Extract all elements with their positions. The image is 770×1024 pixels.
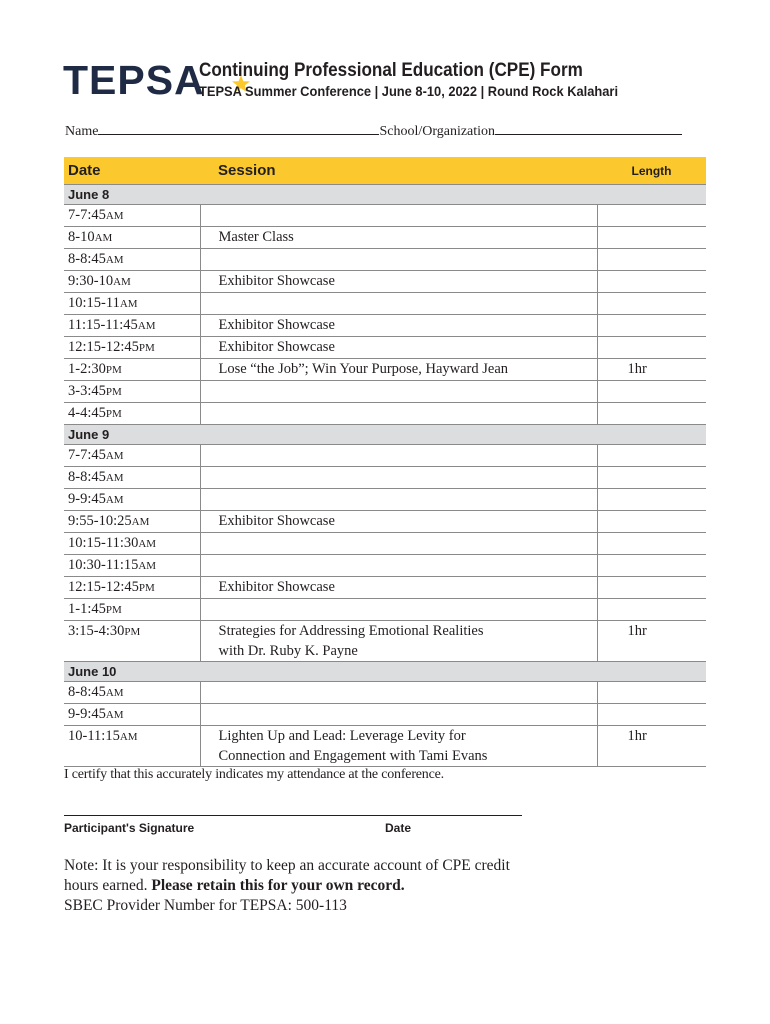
day-length-cell [597,425,706,445]
session-cell[interactable] [200,621,597,662]
time-text: 4-4:45 [68,405,106,421]
ampm-text: AM [105,450,124,462]
ampm-text: PM [124,626,141,638]
length-header: Length [597,157,706,185]
note-line-2-text: hours earned. [64,877,152,894]
note-line-3: SBEC Provider Number for TEPSA: 500-113 [64,897,347,914]
time-cell [64,381,200,403]
session-text: Exhibitor Showcase [218,579,335,595]
table-row [64,533,706,555]
time-text: 9-9:45 [68,706,106,722]
time-cell [64,533,200,555]
time-cell [64,227,200,249]
ampm-text: AM [105,254,124,266]
length-cell[interactable] [597,704,706,726]
day-label: June 9 [64,425,200,445]
ampm-text: PM [105,386,122,398]
table-row [64,599,706,621]
session-cell[interactable] [200,555,597,577]
session-text: Lose “the Job”; Win Your Purpose, Hayward Jean [218,361,509,377]
length-cell[interactable] [597,445,706,467]
ampm-text: AM [105,687,124,699]
ampm-text: AM [105,472,124,484]
ampm-text: PM [138,582,155,594]
length-cell[interactable] [597,227,706,249]
time-text: 11:15-11:45 [68,317,138,333]
time-text: 10-11:15 [68,728,120,744]
table-row [64,621,706,662]
session-cell[interactable] [200,205,597,227]
day-label: June 8 [64,185,200,205]
table-row [64,704,706,726]
session-cell[interactable] [200,704,597,726]
time-text: 8-8:45 [68,251,106,267]
time-cell [64,205,200,227]
signature-line[interactable] [64,815,522,816]
session-cell[interactable] [200,489,597,511]
time-cell [64,249,200,271]
table-row [64,227,706,249]
session-cell[interactable] [200,533,597,555]
length-cell[interactable] [597,555,706,577]
session-text: Lighten Up and Lead: Leverage Levity for [218,728,466,744]
length-cell[interactable] [597,577,706,599]
session-cell[interactable] [200,271,597,293]
time-cell [64,511,200,533]
day-session-cell [200,662,597,682]
session-cell[interactable] [200,403,597,425]
session-text: Exhibitor Showcase [218,513,335,529]
table-row [64,381,706,403]
ampm-text: AM [138,538,157,550]
table-row [64,467,706,489]
note-line-2 [64,876,624,896]
length-cell[interactable] [597,381,706,403]
time-cell [64,489,200,511]
session-cell[interactable] [200,511,597,533]
length-cell[interactable] [597,271,706,293]
ampm-text: AM [137,320,156,332]
time-text: 12:15-12:45 [68,339,139,355]
session-text-line2: Connection and Engagement with Tami Evans [218,748,488,764]
length-cell[interactable] [597,533,706,555]
time-text: 12:15-12:45 [68,579,139,595]
table-row [64,511,706,533]
length-cell[interactable]: 1hr [597,621,706,662]
session-cell[interactable] [200,249,597,271]
session-text: Strategies for Addressing Emotional Realities [218,623,484,639]
time-text: 7-7:45 [68,447,106,463]
date-label: Date [385,821,412,835]
logo-text: TEPSA [63,56,205,103]
length-cell[interactable] [597,293,706,315]
session-cell[interactable] [200,599,597,621]
day-length-cell [597,662,706,682]
table-row [64,555,706,577]
table-row [64,271,706,293]
session-cell[interactable] [200,445,597,467]
time-text: 9-9:45 [68,491,106,507]
length-cell[interactable]: 1hr [597,726,706,767]
ampm-text: PM [105,364,122,376]
table-row [64,403,706,425]
table-row [64,205,706,227]
table-row [64,249,706,271]
tepsa-logo [63,56,205,103]
note [64,856,624,916]
time-text: 9:30-10 [68,273,114,289]
name-label: Name [65,124,99,139]
session-cell[interactable] [200,577,597,599]
length-cell[interactable] [597,682,706,704]
time-cell [64,555,200,577]
time-text: 9:55-10:25 [68,513,132,529]
length-cell[interactable] [597,403,706,425]
length-cell[interactable] [597,205,706,227]
ampm-text: AM [113,276,131,288]
time-text: 1-1:45 [68,601,106,617]
length-cell[interactable] [597,599,706,621]
session-cell[interactable] [200,381,597,403]
table-row [64,337,706,359]
time-text: 10:15-11:30 [68,535,139,551]
length-cell[interactable] [597,511,706,533]
time-text: 3-3:45 [68,383,106,399]
session-text: Exhibitor Showcase [218,273,335,289]
ampm-text: AM [119,298,138,310]
table-row [64,445,706,467]
table-row [64,682,706,704]
ampm-text: AM [138,560,157,572]
time-cell [64,403,200,425]
time-text: 3:15-4:30 [68,623,125,639]
session-cell[interactable] [200,315,597,337]
form-title: Continuing Professional Education (CPE) Form [199,60,583,81]
session-cell[interactable] [200,726,597,767]
day-row [64,662,706,682]
day-row [64,185,706,205]
form-subtitle: TEPSA Summer Conference | June 8-10, 2022 | Round Rock Kalahari [199,83,619,99]
time-cell [64,337,200,359]
time-cell [64,359,200,381]
time-text: 8-8:45 [68,469,106,485]
day-row [64,425,706,445]
table-row [64,359,706,381]
session-text-line2: with Dr. Ruby K. Payne [218,643,358,659]
ampm-text: AM [105,709,124,721]
session-cell[interactable] [200,337,597,359]
time-cell [64,599,200,621]
session-cell[interactable] [200,227,597,249]
table-row [64,489,706,511]
time-cell [64,315,200,337]
school-label: School/Organization [379,124,496,139]
table-row [64,293,706,315]
name-field[interactable] [98,122,379,135]
time-text: 7-7:45 [68,207,106,223]
session-header: Session [200,157,597,185]
school-field[interactable] [495,122,682,135]
day-label: June 10 [64,662,200,682]
table-row [64,577,706,599]
table-row [64,726,706,767]
length-cell[interactable] [597,249,706,271]
note-retain-bold: Please retain this for your own record. [151,877,405,894]
time-text: 10:30-11:15 [68,557,139,573]
ampm-text: PM [105,604,122,616]
session-text: Exhibitor Showcase [218,339,335,355]
day-length-cell [597,185,706,205]
session-cell[interactable] [200,467,597,489]
note-line-1: Note: It is your responsibility to keep an accurate account of CPE credit [64,857,510,874]
length-cell[interactable] [597,467,706,489]
time-cell [64,577,200,599]
time-cell [64,682,200,704]
ampm-text: PM [105,408,122,420]
day-session-cell [200,185,597,205]
session-text: Exhibitor Showcase [218,317,335,333]
time-cell [64,293,200,315]
length-cell[interactable]: 1hr [597,359,706,381]
time-text: 10:15-11 [68,295,120,311]
name-row [65,122,682,140]
length-cell[interactable] [597,315,706,337]
participant-signature-label: Participant's Signature [64,821,195,835]
time-cell [64,726,200,767]
time-cell [64,704,200,726]
ampm-text: AM [105,210,124,222]
time-text: 8-10 [68,229,95,245]
table-row [64,315,706,337]
day-session-cell [200,425,597,445]
session-cell[interactable] [200,293,597,315]
certify-statement: I certify that this accurately indicates my attendance at the conference. [64,767,444,782]
session-cell[interactable] [200,682,597,704]
time-cell [64,621,200,662]
length-cell[interactable] [597,489,706,511]
ampm-text: PM [138,342,155,354]
table-header [64,157,706,185]
ampm-text: AM [105,494,124,506]
time-text: 1-2:30 [68,361,106,377]
session-text: Master Class [218,229,294,245]
ampm-text: AM [119,731,138,743]
length-cell[interactable] [597,337,706,359]
ampm-text: AM [94,232,113,244]
date-header: Date [64,157,200,185]
time-text: 8-8:45 [68,684,106,700]
session-cell[interactable] [200,359,597,381]
sessions-table [64,157,706,767]
ampm-text: AM [131,516,150,528]
time-cell [64,467,200,489]
time-cell [64,445,200,467]
time-cell [64,271,200,293]
